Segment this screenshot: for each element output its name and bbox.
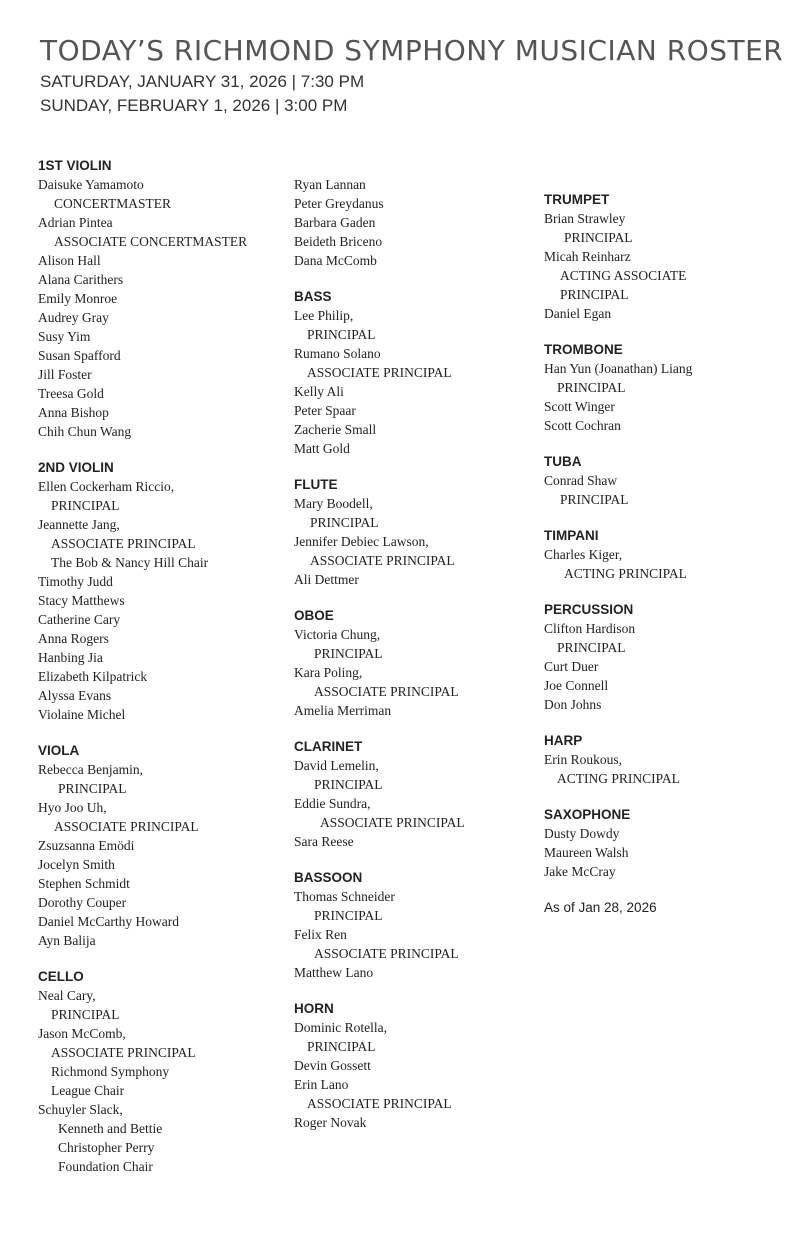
performance-date-2: SUNDAY, FEBRUARY 1, 2026 | 3:00 PM (40, 96, 348, 115)
musician-name: Curt Duer (544, 659, 599, 674)
musician-title: Kenneth and Bettie (58, 1121, 163, 1136)
musician-name: Zacherie Small (294, 422, 377, 437)
musician-name: Roger Novak (294, 1115, 367, 1130)
musician-name: Treesa Gold (38, 386, 104, 401)
musician-name: Lee Philip, (294, 308, 354, 323)
page-title: TODAY’S RICHMOND SYMPHONY MUSICIAN ROSTER (40, 34, 784, 67)
musician-name: Elizabeth Kilpatrick (38, 669, 148, 684)
musician-title: Richmond Symphony (51, 1064, 170, 1079)
roster-column-1 (38, 156, 283, 1193)
section-oboe (294, 606, 534, 720)
musician-name: Kara Poling, (294, 665, 363, 680)
musician-name: Felix Ren (294, 927, 347, 942)
musician-name: Sara Reese (294, 834, 354, 849)
musician-title: PRINCIPAL (564, 230, 633, 245)
musician-title: PRINCIPAL (560, 287, 629, 302)
musician-name: Micah Reinharz (544, 249, 631, 264)
musician-title: ACTING ASSOCIATE (560, 268, 687, 283)
musician-name: Alyssa Evans (38, 688, 112, 703)
musician-name: Daniel Egan (544, 306, 612, 321)
musician-name: Dorothy Couper (38, 895, 127, 910)
musician-name: Daisuke Yamamoto (38, 177, 144, 192)
musician-name: Scott Cochran (544, 418, 621, 433)
performance-date-1: SATURDAY, JANUARY 31, 2026 | 7:30 PM (40, 72, 365, 91)
musician-name: Susy Yim (38, 329, 91, 344)
musician-title: PRINCIPAL (314, 646, 383, 661)
musician-name: Barbara Gaden (294, 215, 376, 230)
roster-column-2 (294, 175, 534, 1149)
section-saxophone (544, 805, 789, 881)
musician-name: Adrian Pintea (38, 215, 113, 230)
musician-name: Emily Monroe (38, 291, 118, 306)
musician-title: ASSOCIATE CONCERTMASTER (54, 234, 248, 249)
section-trombone (544, 340, 789, 435)
musician-title: ASSOCIATE PRINCIPAL (310, 553, 455, 568)
section-heading: TROMBONE (544, 342, 623, 357)
musician-name: Alison Hall (38, 253, 101, 268)
musician-name: Devin Gossett (294, 1058, 371, 1073)
section-heading: SAXOPHONE (544, 807, 631, 822)
musician-name: Jocelyn Smith (38, 857, 115, 872)
section-heading: BASS (294, 289, 332, 304)
musician-title: ASSOCIATE PRINCIPAL (54, 819, 199, 834)
musician-title: PRINCIPAL (560, 492, 629, 507)
section-heading: VIOLA (38, 743, 80, 758)
musician-name: Erin Roukous, (544, 752, 623, 767)
section-viola (38, 741, 283, 950)
musician-name: Kelly Ali (294, 384, 344, 399)
musician-name: Dusty Dowdy (544, 826, 620, 841)
musician-name: Clifton Hardison (544, 621, 636, 636)
musician-name: Joe Connell (544, 678, 609, 693)
section-heading: PERCUSSION (544, 602, 634, 617)
musician-name: Ayn Balija (38, 933, 96, 948)
musician-name: Zsuzsanna Emödi (38, 838, 135, 853)
section-heading: 2ND VIOLIN (38, 460, 114, 475)
musician-name: Daniel McCarthy Howard (38, 914, 179, 929)
section-cello-continued (294, 175, 534, 270)
musician-name: Jennifer Debiec Lawson, (294, 534, 429, 549)
musician-title: CONCERTMASTER (54, 196, 171, 211)
musician-name: Hyo Joo Uh, (38, 800, 107, 815)
section-heading: HARP (544, 733, 583, 748)
musician-title: PRINCIPAL (307, 1039, 376, 1054)
musician-title: ASSOCIATE PRINCIPAL (307, 1096, 452, 1111)
musician-name: Charles Kiger, (544, 547, 623, 562)
musician-name: Jake McCray (544, 864, 616, 879)
musician-name: Hanbing Jia (38, 650, 103, 665)
section-heading: FLUTE (294, 477, 338, 492)
musician-name: Chih Chun Wang (38, 424, 132, 439)
musician-name: Mary Boodell, (294, 496, 373, 511)
musician-name: Schuyler Slack, (38, 1102, 123, 1117)
musician-name: Jeannette Jang, (38, 517, 120, 532)
section-cello (38, 967, 283, 1176)
musician-title: PRINCIPAL (557, 640, 626, 655)
section-heading: BASSOON (294, 870, 363, 885)
section-bassoon (294, 868, 534, 982)
musician-title: ACTING PRINCIPAL (564, 566, 687, 581)
musician-name: Don Johns (544, 697, 602, 712)
musician-title: ASSOCIATE PRINCIPAL (314, 946, 459, 961)
musician-name: Alana Carithers (38, 272, 124, 287)
musician-title: PRINCIPAL (314, 908, 383, 923)
musician-title: ASSOCIATE PRINCIPAL (314, 684, 459, 699)
section-heading: TUBA (544, 454, 582, 469)
musician-title: ACTING PRINCIPAL (557, 771, 680, 786)
musician-title: League Chair (51, 1083, 125, 1098)
musician-name: Stephen Schmidt (38, 876, 130, 891)
section-percussion (544, 600, 789, 714)
section-heading: CLARINET (294, 739, 363, 754)
musician-name: Matthew Lano (294, 965, 374, 980)
musician-name: Rumano Solano (294, 346, 381, 361)
musician-title: ASSOCIATE PRINCIPAL (51, 536, 196, 551)
section-heading: TIMPANI (544, 528, 599, 543)
musician-title: PRINCIPAL (557, 380, 626, 395)
section-harp (544, 731, 789, 788)
musician-name: Ali Dettmer (294, 572, 359, 587)
musician-name: Peter Spaar (294, 403, 356, 418)
musician-title: Christopher Perry (58, 1140, 155, 1155)
musician-name: Rebecca Benjamin, (38, 762, 143, 777)
musician-name: Amelia Merriman (294, 703, 392, 718)
musician-title: ASSOCIATE PRINCIPAL (51, 1045, 196, 1060)
musician-name: Neal Cary, (38, 988, 96, 1003)
musician-name: Beideth Briceno (294, 234, 383, 249)
musician-title: The Bob & Nancy Hill Chair (51, 555, 209, 570)
musician-title: PRINCIPAL (310, 515, 379, 530)
musician-title: PRINCIPAL (307, 327, 376, 342)
musician-name: Ellen Cockerham Riccio, (38, 479, 175, 494)
musician-name: Conrad Shaw (544, 473, 618, 488)
musician-name: Audrey Gray (38, 310, 109, 325)
section-first-violin (38, 156, 283, 441)
musician-name: Eddie Sundra, (294, 796, 371, 811)
section-timpani (544, 526, 789, 583)
section-clarinet (294, 737, 534, 851)
as-of-date: As of Jan 28, 2026 (544, 900, 657, 915)
musician-name: Ryan Lannan (294, 177, 366, 192)
musician-name: Timothy Judd (38, 574, 113, 589)
section-heading: OBOE (294, 608, 334, 623)
section-heading: TRUMPET (544, 192, 610, 207)
musician-title: Foundation Chair (58, 1159, 153, 1174)
section-tuba (544, 452, 789, 509)
musician-name: Catherine Cary (38, 612, 121, 627)
musician-name: Maureen Walsh (544, 845, 629, 860)
musician-name: Han Yun (Joanathan) Liang (544, 361, 693, 376)
musician-title: PRINCIPAL (51, 498, 120, 513)
musician-title: PRINCIPAL (51, 1007, 120, 1022)
musician-name: Peter Greydanus (294, 196, 384, 211)
musician-title: ASSOCIATE PRINCIPAL (320, 815, 465, 830)
musician-name: Jill Foster (38, 367, 92, 382)
musician-name: Susan Spafford (38, 348, 121, 363)
musician-name: Matt Gold (294, 441, 350, 456)
musician-name: David Lemelin, (294, 758, 379, 773)
musician-title: PRINCIPAL (58, 781, 127, 796)
section-flute (294, 475, 534, 589)
musician-name: Anna Bishop (38, 405, 109, 420)
musician-name: Thomas Schneider (294, 889, 395, 904)
section-heading: CELLO (38, 969, 84, 984)
roster-column-3 (544, 190, 789, 917)
musician-title: PRINCIPAL (314, 777, 383, 792)
musician-name: Dominic Rotella, (294, 1020, 387, 1035)
musician-name: Stacy Matthews (38, 593, 125, 608)
section-second-violin (38, 458, 283, 724)
section-heading: HORN (294, 1001, 334, 1016)
musician-name: Jason McComb, (38, 1026, 126, 1041)
musician-name: Scott Winger (544, 399, 615, 414)
section-trumpet (544, 190, 789, 323)
musician-name: Erin Lano (294, 1077, 349, 1092)
musician-name: Victoria Chung, (294, 627, 381, 642)
section-bass (294, 287, 534, 458)
musician-name: Anna Rogers (38, 631, 109, 646)
musician-name: Violaine Michel (38, 707, 126, 722)
musician-title: ASSOCIATE PRINCIPAL (307, 365, 452, 380)
musician-name: Dana McComb (294, 253, 377, 268)
musician-name: Brian Strawley (544, 211, 626, 226)
section-horn (294, 999, 534, 1132)
section-heading: 1ST VIOLIN (38, 158, 112, 173)
